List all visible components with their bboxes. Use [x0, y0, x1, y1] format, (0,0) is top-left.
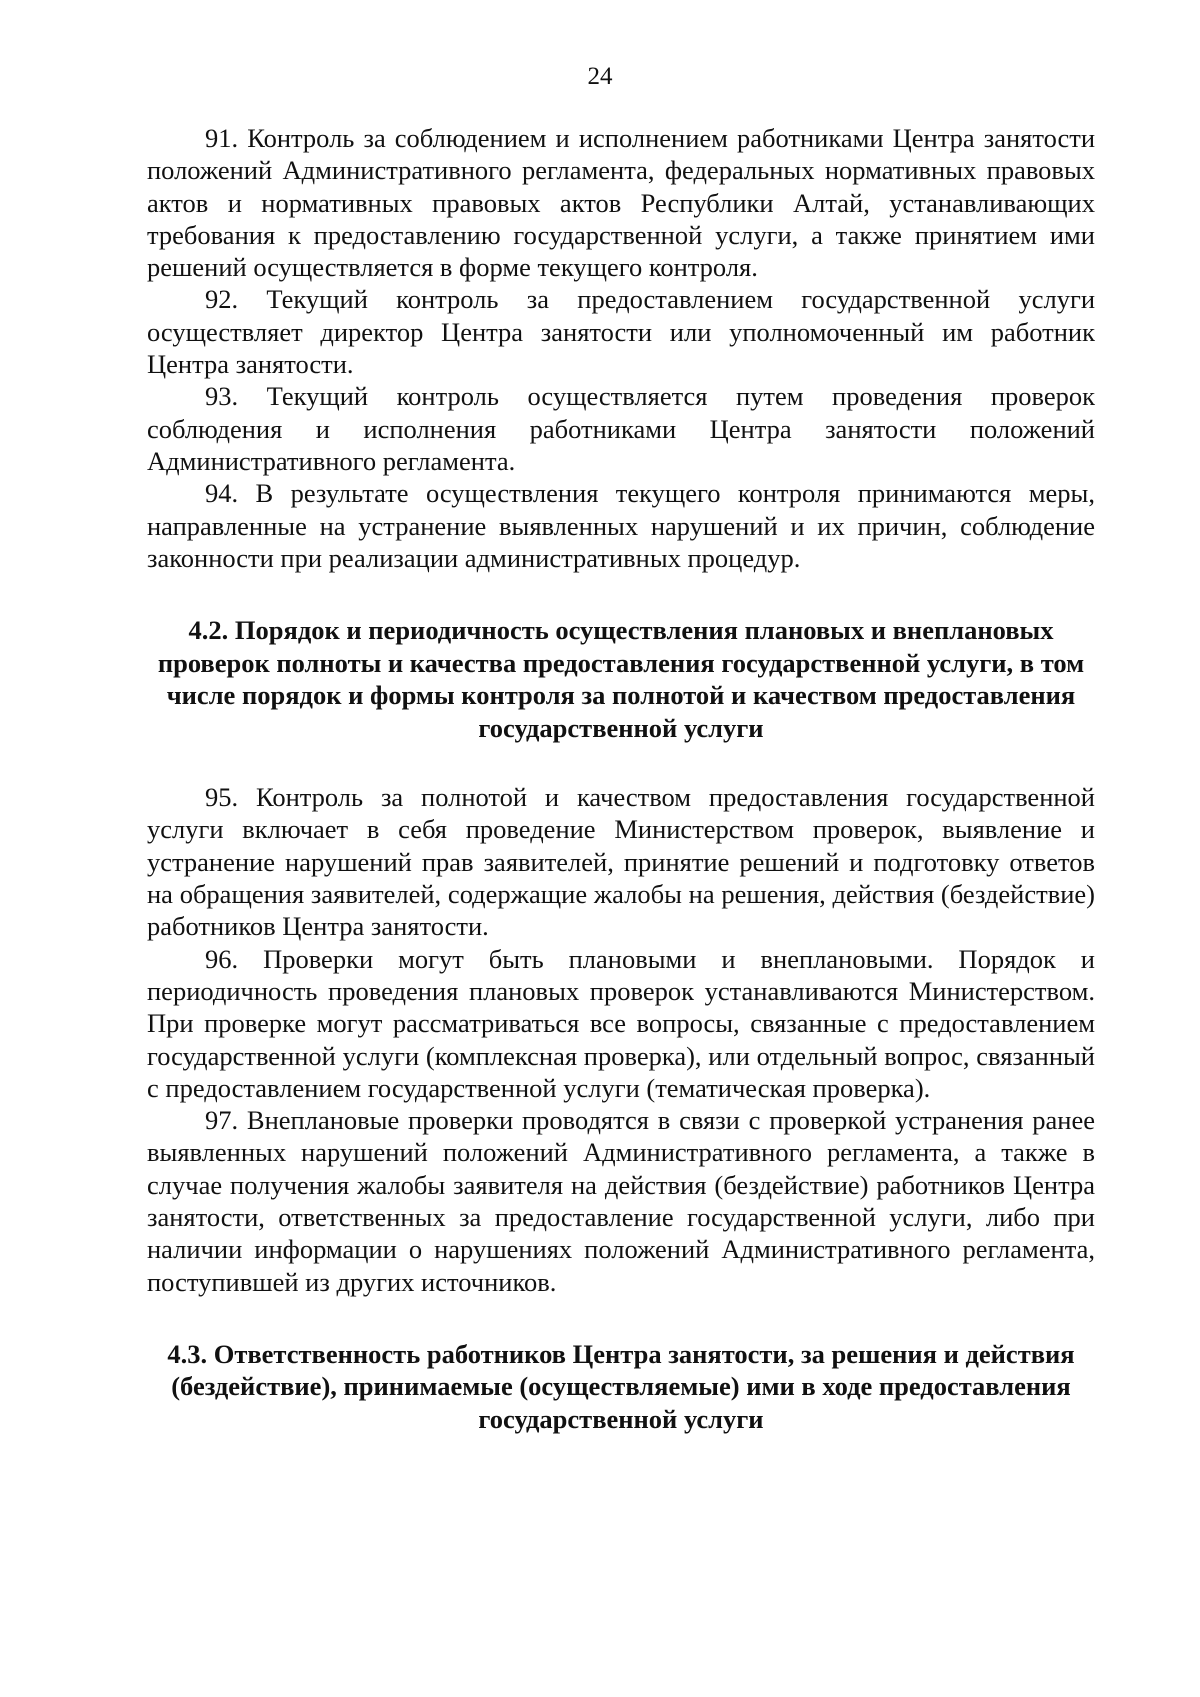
paragraph-93: 93. Текущий контроль осуществляется путем проведения проверок соблюдения и исполнения работниками Центра занятости положений Административного регламента.	[147, 381, 1095, 476]
paragraph-96: 96. Проверки могут быть плановыми и внеплановыми. Порядок и периодичность проведения плановых проверок устанавливаются Министерством. При проверке могут рассматриваться все вопросы, связанные с предоставлением государственной услуги (комплексная проверка), или отдельный вопрос, связанный с предоставлением государственной услуги (тематическая проверка).	[147, 943, 1095, 1103]
paragraph-97: 97. Внеплановые проверки проводятся в связи с проверкой устранения ранее выявленных нарушений положений Административного регламента, а также в случае получения жалобы заявителя на действия (бездействие) работников Центра занятости, ответственных за предоставление государственной услуги, либо при наличии информации о нарушениях положений Административного регламента, поступившей из других источников.	[147, 1105, 1095, 1297]
paragraph-94: 94. В результате осуществления текущего контроля принимаются меры, направленные на устранение выявленных нарушений и их причин, соблюдение законности при реализации административных процедур.	[147, 478, 1095, 573]
page-number: 24	[587, 63, 613, 90]
paragraph-92: 92. Текущий контроль за предоставлением государственной услуги осуществляет директор Центра занятости или уполномоченный им работник Центра занятости.	[147, 284, 1095, 380]
paragraph-95: 95. Контроль за полнотой и качеством предоставления государственной услуги включает в себя проведение Министерством проверок, выявление и устранение нарушений прав заявителей, принятие решений и подготовку ответов на обращения заявителей, содержащие жалобы на решения, действия (бездействие) работников Центра занятости.	[147, 782, 1095, 942]
document-body	[147, 122, 1095, 1435]
section-heading-4-3: 4.3. Ответственность работников Центра занятости, за решения и действия (бездействие), принимаемые (осуществляемые) ими в ходе предоставления государственной услуги	[167, 1338, 1075, 1434]
paragraph-91: 91. Контроль за соблюдением и исполнением работниками Центра занятости положений Административного регламента, федеральных нормативных правовых актов и нормативных правовых актов Республики Алтай, устанавливающих требования к предоставлению государственной услуги, а также принятием ими решений осуществляется в форме текущего контроля.	[147, 123, 1095, 283]
section-heading-4-2: 4.2. Порядок и периодичность осуществления плановых и внеплановых проверок полноты и качества предоставления государственной услуги, в том числе порядок и формы контроля за полнотой и качеством предоставления государственной услуги	[157, 615, 1085, 743]
